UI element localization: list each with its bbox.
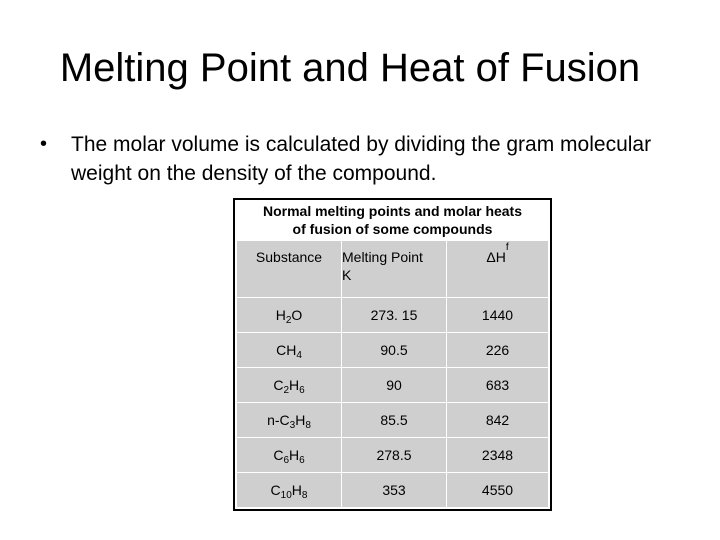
cell-heat-of-fusion: 2348 — [481, 447, 514, 463]
cell-substance: $CH_4$ — [276, 342, 302, 361]
table-caption — [237, 202, 548, 242]
cell-heat-of-fusion: 842 — [485, 412, 510, 428]
cell-melting-point: 273. 15 — [370, 307, 418, 323]
slide-title: Melting Point and Heat of Fusion — [59, 46, 641, 90]
fusion-table — [233, 198, 552, 511]
cell-melting-point: 90.5 — [380, 342, 408, 358]
header-melting-point-unit: K — [342, 267, 352, 283]
cell-substance: $H_2O$ — [275, 307, 303, 326]
cell-heat-of-fusion: 683 — [485, 377, 510, 393]
header-substance: Substance — [255, 249, 323, 265]
cell-heat-of-fusion: 4550 — [481, 482, 514, 498]
cell-melting-point: 90 — [386, 377, 402, 393]
cell-heat-of-fusion: 226 — [485, 342, 510, 358]
header-heat-of-fusion: ΔH f — [486, 242, 509, 265]
cell-melting-point: 85.5 — [380, 412, 408, 428]
header-melting-point — [342, 241, 446, 297]
table-grid — [237, 241, 548, 507]
table-caption-line-1: Normal melting points and molar heats — [262, 203, 523, 219]
header-melting-point-line-1: Melting Point — [342, 249, 423, 265]
table-caption-line-2: of fusion of some compounds — [292, 221, 493, 237]
cell-substance: $C_2H_6$ — [273, 377, 305, 396]
cell-substance: $C_6H_6$ — [273, 447, 305, 466]
bullet-dot-icon: • — [40, 133, 48, 155]
header-heat-symbol: ΔH — [486, 249, 506, 265]
bullet-text: The molar volume is calculated by dividing the gram molecular weight on the density of the compound. — [71, 133, 652, 185]
cell-heat-of-fusion: 1440 — [481, 307, 514, 323]
cell-substance: $C_{10}H_8$ — [270, 482, 308, 501]
cell-substance: $n-C_3H_8$ — [267, 412, 311, 431]
cell-melting-point: 353 — [382, 482, 406, 498]
cell-melting-point: 278.5 — [376, 447, 412, 463]
